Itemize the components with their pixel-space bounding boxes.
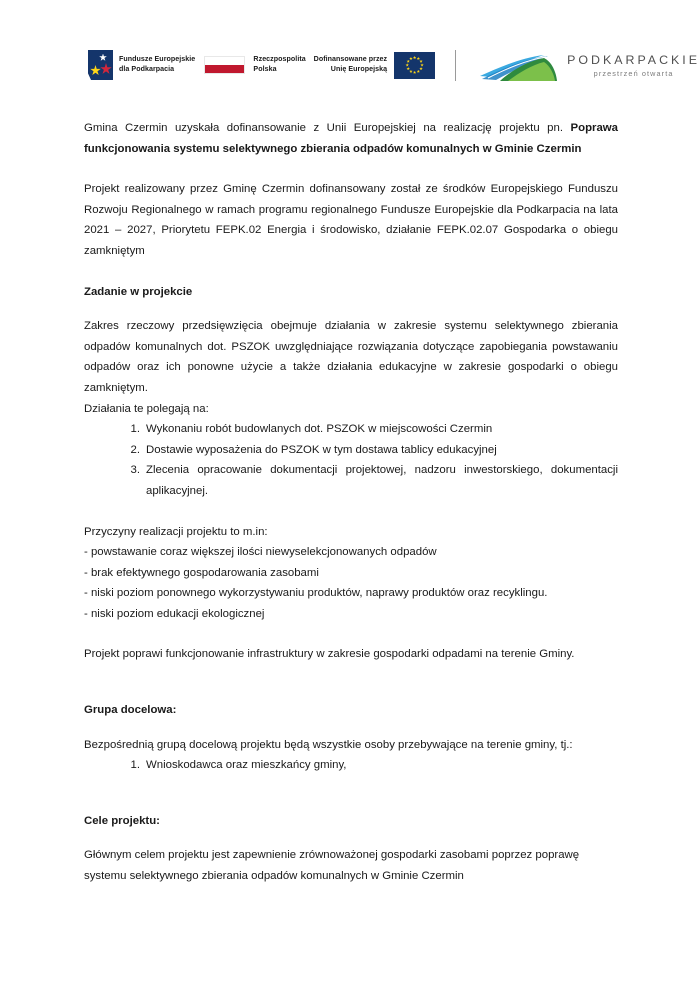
spacer: [84, 502, 618, 522]
spacer: [84, 665, 618, 700]
improvement-paragraph: Projekt poprawi funkcjonowanie infrastruktury w zakresie gospodarki odpadami na terenie Gminy.: [84, 648, 575, 661]
eu-star-icon: [406, 60, 410, 64]
spacer: [84, 302, 618, 316]
spacer: [84, 159, 618, 179]
eu-star-icon: [417, 70, 421, 74]
list-item: Wykonaniu robót budowlanych dot. PSZOK w miejscowości Czermin: [146, 423, 493, 436]
heading-cele-projektu: Cele projektu:: [84, 814, 160, 827]
eu-star-icon: [417, 57, 421, 61]
reasons-lead: Przyczyny realizacji projektu to m.in:: [84, 525, 268, 538]
spacer: [84, 262, 618, 282]
eu-star-icon: [406, 67, 410, 71]
reason-item: - niski poziom ponownego wykorzystywaniu produktów, naprawy produktów oraz recyklingu.: [84, 587, 548, 600]
podkarpackie-subtitle: przestrzeń otwarta: [593, 68, 674, 78]
logo-podkarpackie: [478, 48, 700, 82]
spacer: [84, 624, 618, 644]
reason-item: - powstawanie coraz większej ilości niewyselekcjonowanych odpadów: [84, 546, 437, 559]
eu-star-icon: [419, 67, 423, 71]
logo-fundusze-europejskie: [88, 47, 195, 83]
scope-paragraph: Zakres rzeczowy przedsięwzięcia obejmuje działania w zakresie systemu selektywnego zbierania odpadów komunalnych dot. PSZOK uwzględniające rozwiązania dotyczące zapobiegania powstawaniu odpadów oraz ich ponowne użycie a także działania edukacyjne w zakresie gospodarki o obiegu zamkniętym.: [84, 320, 618, 394]
target-group-paragraph: Bezpośrednią grupą docelową projektu będą wszystkie osoby przebywające na terenie gminy, tj.:: [84, 738, 573, 751]
document-body: [84, 118, 618, 887]
spacer: [84, 721, 618, 735]
podkarpackie-wave-icon: [478, 48, 558, 82]
list-item: Dostawie wyposażenia do PSZOK w tym dostawa tablicy edukacyjnej: [146, 443, 497, 456]
actions-lead: Działania te polegają na:: [84, 402, 209, 415]
heading-zadanie-w-projekcie: Zadanie w projekcie: [84, 285, 193, 298]
dofinansowane-label: [314, 55, 387, 74]
eu-star-icon: [419, 60, 423, 64]
fundusze-europejskie-label: [119, 55, 195, 74]
list-item: Wnioskodawca oraz mieszkańcy gminy,: [146, 759, 347, 772]
podkarpackie-wordmark: [567, 53, 700, 78]
eu-star-icon: [405, 63, 409, 67]
rzeczpospolita-label: [253, 55, 305, 74]
fundusze-europejskie-line2: dla Podkarpacia: [119, 65, 175, 73]
target-group-list: [84, 755, 618, 776]
intro-plain-text: Gmina Czermin uzyskała dofinansowanie z Unii Europejskiej na realizację projektu pn.: [84, 122, 571, 134]
eu-funding-logo-bar: [0, 40, 700, 90]
heading-grupa-docelowa: Grupa docelowa:: [84, 704, 177, 717]
funding-paragraph: Projekt realizowany przez Gminę Czermin dofinansowany został ze środków Europejskiego Funduszu Rozwoju Regionalnego w ramach programu regionalnego Fundusze Europejskie dla Podkarpacia na lata 2021 – 2027, Priorytetu FEPK.02 Energia i środowisko, działanie FEPK.02.07 Gospodarka o obiegu zamkniętym: [84, 183, 618, 257]
reason-item: - niski poziom edukacji ekologicznej: [84, 607, 265, 620]
reason-item: - brak efektywnego gospodarowania zasobami: [84, 566, 319, 579]
logo-divider: [455, 50, 456, 81]
fundusze-europejskie-stars-icon: [88, 50, 113, 80]
podkarpackie-title: PODKARPACKIE: [567, 52, 700, 67]
goals-paragraph: Głównym celem projektu jest zapewnienie zrównoważonej gospodarki zasobami poprzez poprawę systemu selektywnego zbierania odpadów komunalnych w Gminie Czermin: [84, 849, 580, 883]
logo-dofinansowane-ue: [314, 47, 435, 83]
european-union-flag-icon: [394, 52, 435, 79]
dofinansowane-line2: Unię Europejską: [330, 65, 388, 73]
rzeczpospolita-line1: Rzeczpospolita: [253, 55, 306, 64]
dofinansowane-line1: Dofinansowane przez: [313, 55, 388, 64]
eu-star-icon: [409, 57, 413, 61]
project-title-bold: Poprawa funkcjonowania systemu selektywnego zbierania odpadów komunalnych w Gminie Czermin: [84, 122, 618, 155]
eu-star-icon: [420, 63, 424, 67]
intro-paragraph: [84, 118, 618, 159]
rzeczpospolita-line2: Polska: [253, 65, 277, 73]
logo-rzeczpospolita-polska: [204, 47, 305, 83]
eu-star-icon: [413, 71, 417, 75]
fundusze-europejskie-line1: Fundusze Europejskie: [119, 55, 196, 64]
eu-star-icon: [409, 70, 413, 74]
spacer: [84, 831, 618, 845]
list-item: Zlecenia opracowanie dokumentacji projektowej, nadzoru inwestorskiego, dokumentacji aplikacyjnej.: [146, 464, 618, 497]
poland-flag-icon: [204, 56, 245, 74]
spacer: [84, 776, 618, 811]
actions-list: [84, 419, 618, 501]
eu-star-icon: [413, 56, 417, 60]
